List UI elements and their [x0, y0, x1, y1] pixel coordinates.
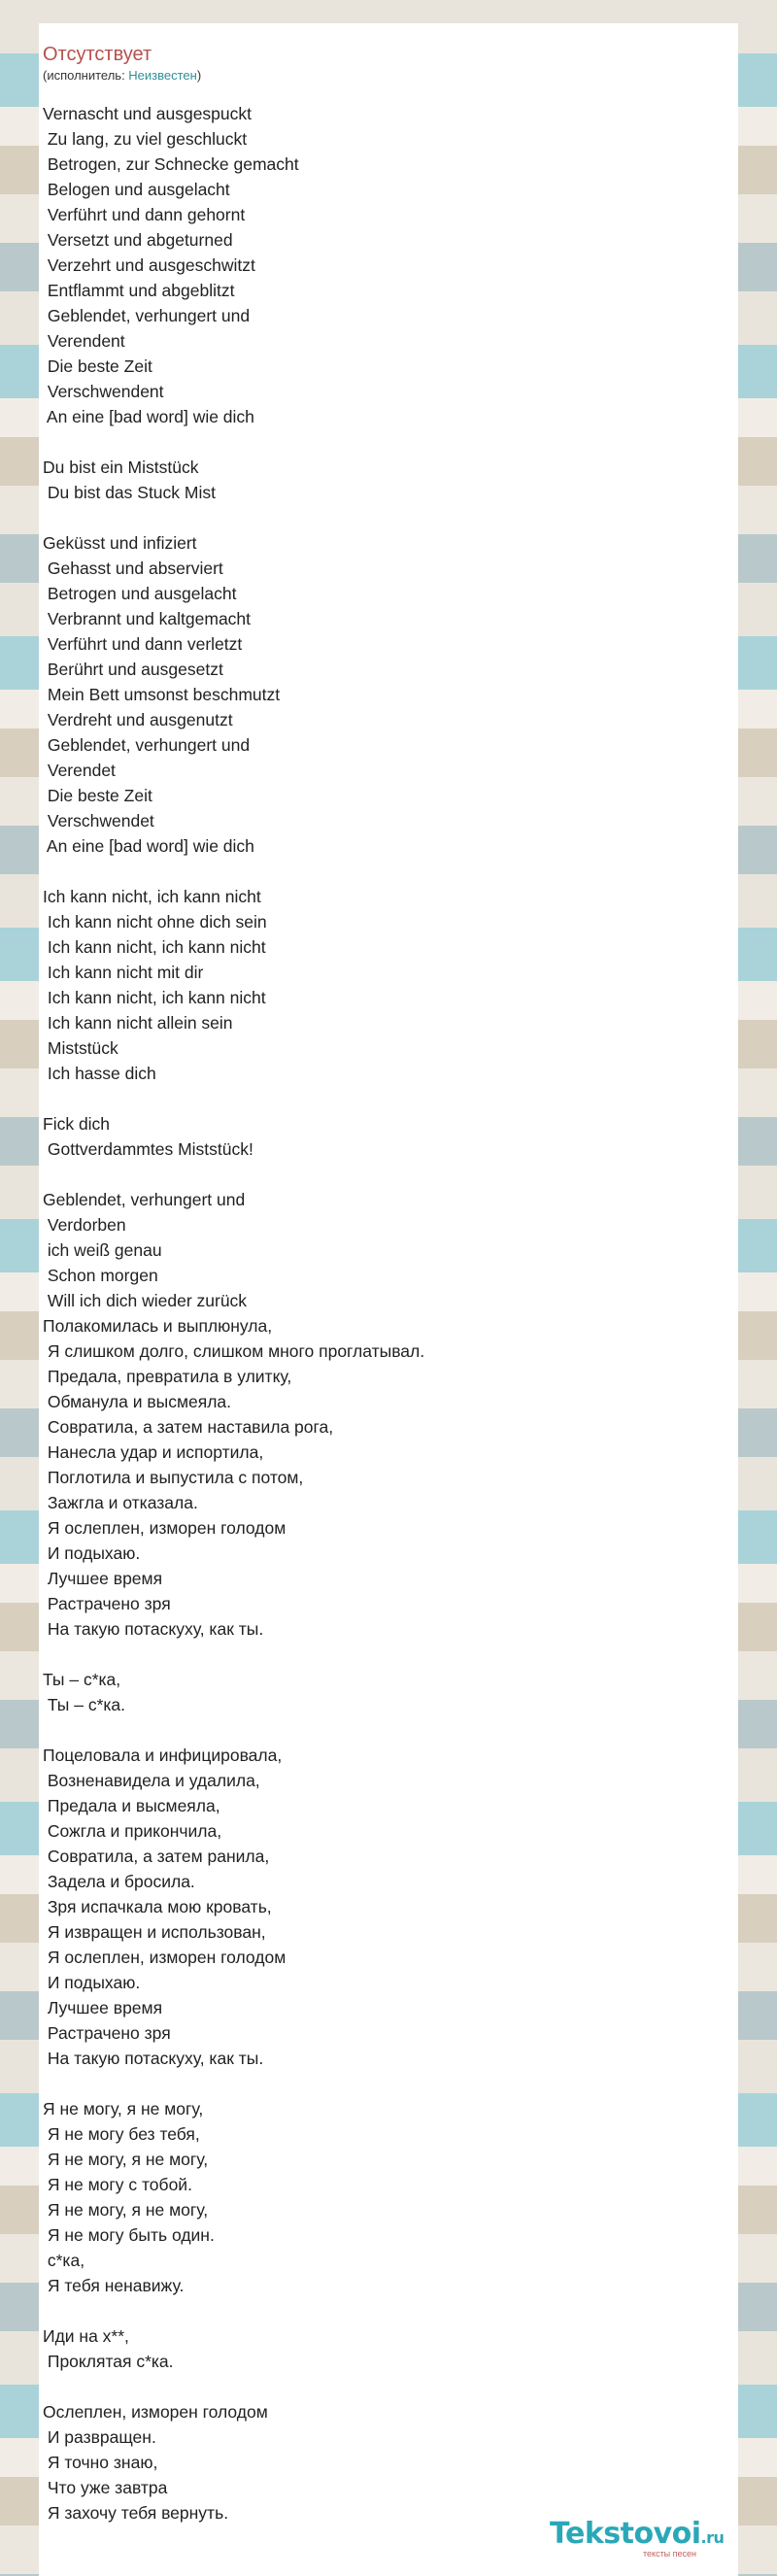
- lyric-line: Растрачено зря: [43, 2023, 171, 2043]
- logo-tld: .ru: [700, 2528, 725, 2547]
- lyric-line: Возненавидела и удалила,: [43, 1771, 260, 1790]
- lyric-line: Совратила, а затем наставила рога,: [43, 1417, 334, 1437]
- lyric-line: Verdreht und ausgenutzt: [43, 710, 233, 729]
- lyric-line: [43, 859, 713, 884]
- lyric-line: Лучшее время: [43, 1998, 163, 2017]
- artist-suffix: ): [196, 68, 202, 83]
- lyric-line: Иди на х**,: [43, 2326, 129, 2346]
- lyric-line: Verdorben: [43, 1215, 126, 1235]
- lyric-line: ich weiß genau: [43, 1240, 162, 1260]
- lyric-line: Ich hasse dich: [43, 1064, 156, 1083]
- lyric-line: [43, 505, 713, 530]
- lyric-line: Fick dich: [43, 1114, 111, 1134]
- lyric-line: На такую потаскуху, как ты.: [43, 2049, 264, 2068]
- lyric-line: Я слишком долго, слишком много проглатывал.: [43, 1341, 425, 1361]
- lyric-line: Сожгла и прикончила,: [43, 1821, 222, 1841]
- lyric-line: Нанесла удар и испортила,: [43, 1442, 264, 1462]
- lyric-line: Ослеплен, изморен голодом: [43, 2402, 268, 2422]
- lyric-line: Verzehrt und ausgeschwitzt: [43, 255, 255, 275]
- lyric-line: Berührt und ausgesetzt: [43, 660, 223, 679]
- lyric-line: Geblendet, verhungert und: [43, 735, 251, 755]
- lyric-line: Mein Bett umsonst beschmutzt: [43, 685, 281, 704]
- lyric-line: Ich kann nicht mit dir: [43, 963, 204, 982]
- lyric-line: Предала и высмеяла,: [43, 1796, 220, 1815]
- lyric-line: Verschwendent: [43, 382, 164, 401]
- lyric-line: На такую потаскуху, как ты.: [43, 1619, 264, 1639]
- lyric-line: Geblendet, verhungert und: [43, 1190, 246, 1209]
- lyric-line: Совратила, а затем ранила,: [43, 1847, 270, 1866]
- lyric-line: Verendet: [43, 761, 116, 780]
- lyric-line: An eine [bad word] wie dich: [43, 836, 254, 856]
- lyric-line: [43, 2071, 713, 2096]
- lyric-line: Я ослеплен, изморен голодом: [43, 1948, 287, 1967]
- logo-name: Tekstovoi: [550, 2517, 701, 2551]
- lyric-line: Я ослеплен, изморен голодом: [43, 1518, 287, 1538]
- lyric-line: Verendent: [43, 331, 125, 351]
- lyric-line: Я не могу, я не могу,: [43, 2200, 209, 2220]
- lyric-line: Я точно знаю,: [43, 2453, 158, 2472]
- lyric-line: Ich kann nicht, ich kann nicht: [43, 887, 261, 906]
- lyric-line: [43, 1642, 713, 1667]
- lyric-line: Miststück: [43, 1038, 118, 1058]
- lyric-line: [43, 1717, 713, 1743]
- lyrics-text: [43, 101, 713, 2525]
- artist-line: [43, 68, 201, 84]
- lyric-line: Schon morgen: [43, 1266, 158, 1285]
- lyric-line: [43, 2298, 713, 2323]
- lyric-line: [43, 429, 713, 455]
- lyric-line: Betrogen, zur Schnecke gemacht: [43, 154, 299, 174]
- lyric-line: Die beste Zeit: [43, 356, 152, 376]
- lyric-line: Я не могу быть один.: [43, 2225, 215, 2245]
- lyric-line: Verschwendet: [43, 811, 154, 830]
- lyric-line: И подыхаю.: [43, 1973, 141, 1992]
- lyric-line: Я не могу, я не могу,: [43, 2150, 209, 2169]
- lyric-line: Полакомилась и выплюнула,: [43, 1316, 273, 1336]
- lyric-line: Я не могу, я не могу,: [43, 2099, 204, 2118]
- site-logo[interactable]: [550, 2518, 773, 2560]
- lyric-line: Задела и бросила.: [43, 1872, 195, 1891]
- lyric-line: И подыхаю.: [43, 1543, 141, 1563]
- lyric-line: Что уже завтра: [43, 2478, 168, 2497]
- lyric-line: Die beste Zeit: [43, 786, 152, 805]
- lyric-line: Belogen und ausgelacht: [43, 180, 230, 199]
- lyric-line: Я захочу тебя вернуть.: [43, 2503, 229, 2523]
- lyric-line: [43, 1086, 713, 1111]
- lyric-line: Поглотила и выпустила с потом,: [43, 1468, 304, 1487]
- lyric-line: Verbrannt und kaltgemacht: [43, 609, 252, 628]
- artist-link[interactable]: Неизвестен: [128, 68, 197, 83]
- lyric-line: Зажгла и отказала.: [43, 1493, 198, 1512]
- lyric-line: Я не могу без тебя,: [43, 2124, 200, 2144]
- lyric-line: Растрачено зря: [43, 1594, 171, 1613]
- lyric-line: Предала, превратила в улитку,: [43, 1367, 292, 1386]
- lyric-line: Я тебя ненавижу.: [43, 2276, 185, 2295]
- lyric-line: Betrogen und ausgelacht: [43, 584, 237, 603]
- lyric-line: Лучшее время: [43, 1569, 163, 1588]
- lyric-line: Gottverdammtes Miststück!: [43, 1139, 253, 1159]
- lyric-line: An eine [bad word] wie dich: [43, 407, 254, 426]
- lyric-line: Ich kann nicht, ich kann nicht: [43, 988, 266, 1007]
- lyric-line: Geküsst und infiziert: [43, 533, 197, 553]
- lyric-line: Ты – с*ка.: [43, 1695, 126, 1714]
- lyric-line: [43, 1162, 713, 1187]
- lyric-line: Проклятая с*ка.: [43, 2352, 174, 2371]
- lyric-line: [43, 2374, 713, 2399]
- logo-tagline: тексты песен: [643, 2549, 697, 2559]
- lyric-line: Geblendet, verhungert und: [43, 306, 251, 325]
- lyric-line: с*ка,: [43, 2251, 85, 2270]
- song-title: Отсутствует: [43, 44, 152, 65]
- lyric-line: И развращен.: [43, 2427, 156, 2447]
- lyric-line: Versetzt und abgeturned: [43, 230, 233, 250]
- lyric-line: Ich kann nicht ohne dich sein: [43, 912, 267, 932]
- lyric-line: Я извращен и использован,: [43, 1922, 266, 1942]
- lyric-line: Ich kann nicht, ich kann nicht: [43, 937, 266, 957]
- lyric-line: Will ich dich wieder zurück: [43, 1291, 248, 1310]
- lyric-line: Verführt und dann gehornt: [43, 205, 246, 224]
- lyric-line: Zu lang, zu viel geschluckt: [43, 129, 248, 149]
- lyric-line: Ты – с*ка,: [43, 1670, 121, 1689]
- lyric-line: Verführt und dann verletzt: [43, 634, 243, 654]
- lyric-line: Du bist das Stuck Mist: [43, 483, 216, 502]
- lyric-line: Du bist ein Miststück: [43, 458, 199, 477]
- artist-prefix: (исполнитель:: [43, 68, 129, 83]
- lyric-line: Обманула и высмеяла.: [43, 1392, 232, 1411]
- lyric-line: Зря испачкала мою кровать,: [43, 1897, 272, 1916]
- lyric-line: Vernascht und ausgespuckt: [43, 104, 253, 123]
- lyric-line: Я не могу с тобой.: [43, 2175, 192, 2194]
- lyric-line: Gehasst und abserviert: [43, 559, 223, 578]
- lyric-line: Поцеловала и инфицировала,: [43, 1746, 283, 1765]
- lyric-line: Ich kann nicht allein sein: [43, 1013, 233, 1033]
- lyric-line: Entflammt und abgeblitzt: [43, 281, 235, 300]
